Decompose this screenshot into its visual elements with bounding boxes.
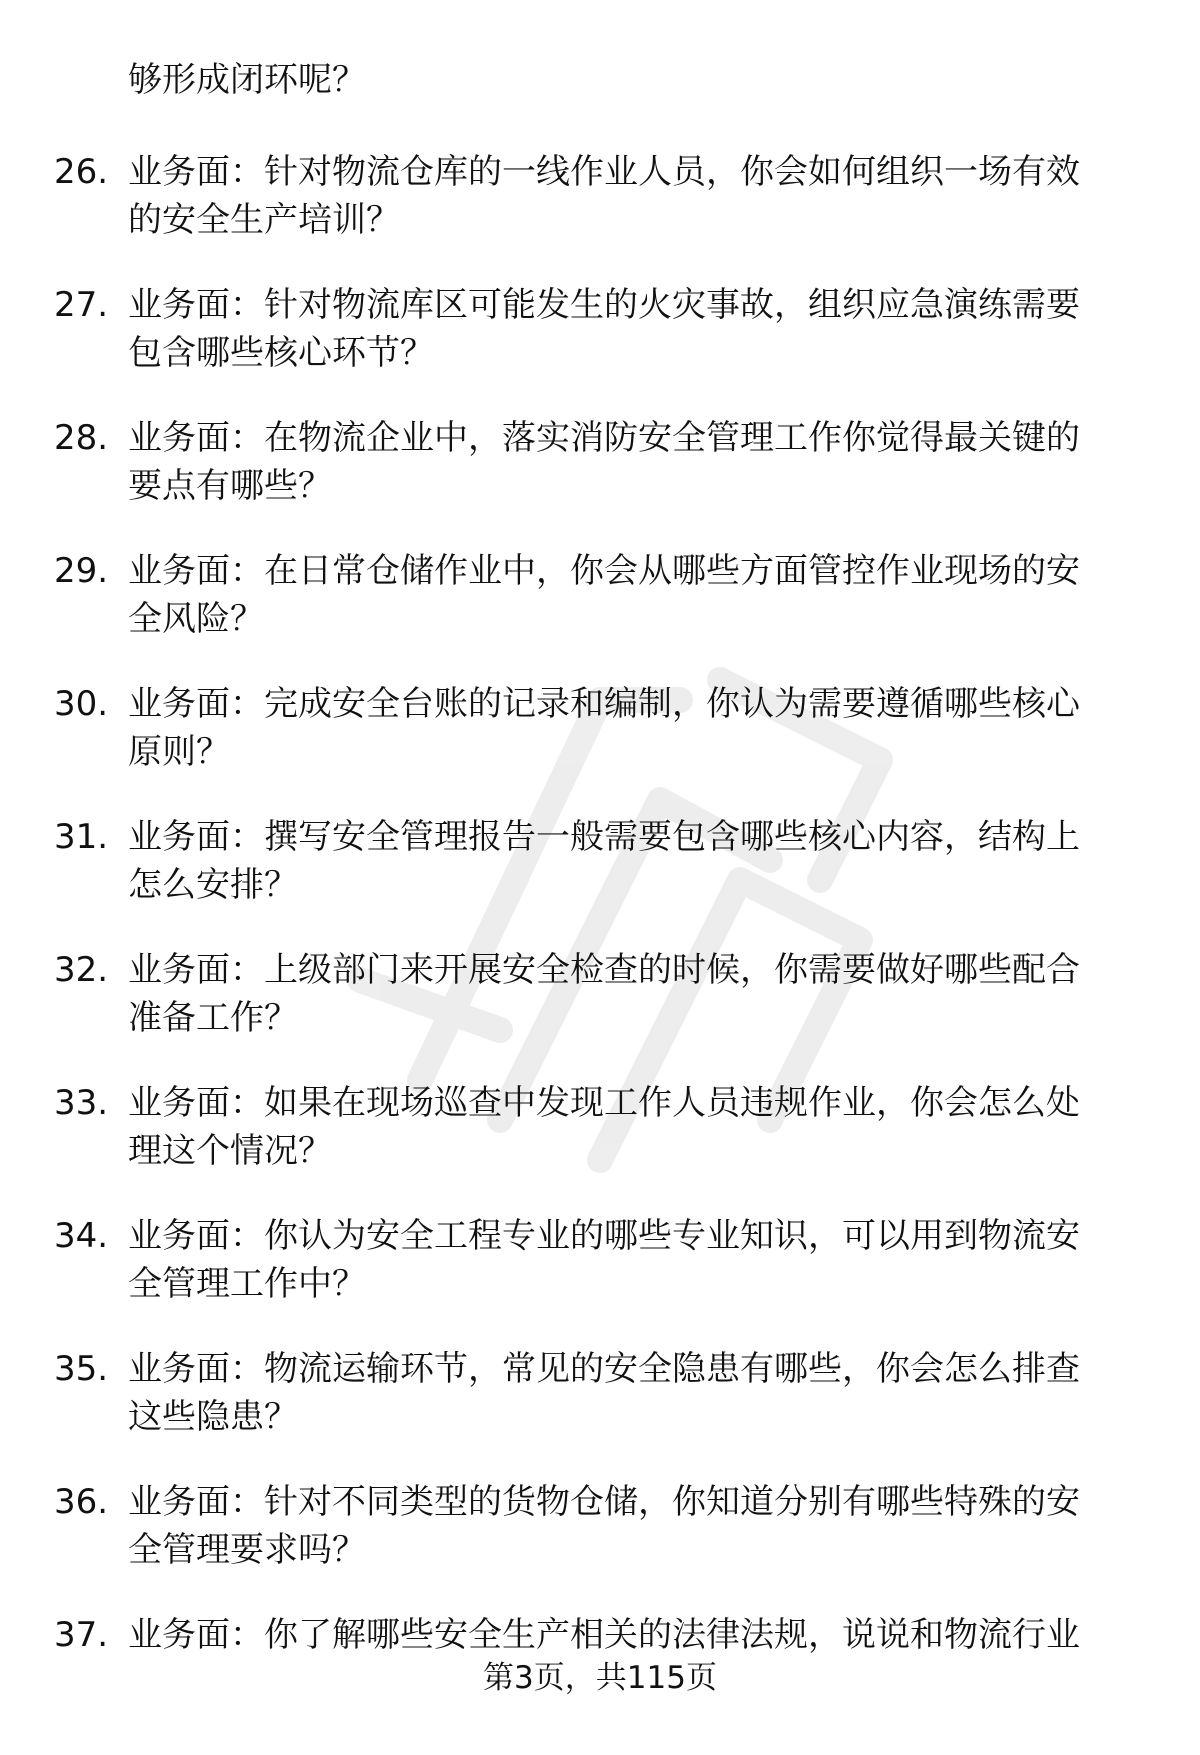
question-line: 全管理工作中？ [128, 1264, 366, 1304]
question-text [128, 414, 1148, 510]
continued-question-text: 够形成闭环呢？ [128, 60, 366, 100]
question-line: 要点有哪些？ [128, 466, 332, 506]
list-item [0, 414, 1200, 547]
list-item [0, 1079, 1200, 1212]
list-item [0, 1345, 1200, 1478]
question-line: 业务面：针对物流仓库的一线作业人员，你会如何组织一场有效 [128, 152, 1080, 192]
question-text [128, 680, 1148, 776]
list-item [0, 680, 1200, 813]
question-line: 全管理要求吗？ [128, 1530, 366, 1570]
question-number: 33. [54, 1083, 109, 1123]
question-number: 36. [54, 1482, 109, 1522]
question-number: 27. [54, 285, 109, 325]
question-line: 全风险？ [128, 599, 264, 639]
question-line: 业务面：上级部门来开展安全检查的时候，你需要做好哪些配合 [128, 950, 1080, 990]
question-line: 业务面：在物流企业中，落实消防安全管理工作你觉得最关键的 [128, 418, 1080, 458]
question-line: 业务面：你了解哪些安全生产相关的法律法规，说说和物流行业 [128, 1615, 1080, 1655]
list-item [0, 1212, 1200, 1345]
question-line: 业务面：你认为安全工程专业的哪些专业知识，可以用到物流安 [128, 1216, 1080, 1256]
question-line: 业务面：完成安全台账的记录和编制，你认为需要遵循哪些核心 [128, 684, 1080, 724]
question-text [128, 946, 1148, 1042]
question-text [128, 281, 1148, 377]
question-number: 31. [54, 817, 109, 857]
question-line: 原则？ [128, 732, 230, 772]
list-item [0, 813, 1200, 946]
question-text [128, 148, 1148, 244]
question-number: 30. [54, 684, 109, 724]
question-line: 的安全生产培训？ [128, 200, 400, 240]
question-number: 37. [54, 1615, 109, 1655]
list-item [0, 148, 1200, 281]
question-text [128, 1478, 1148, 1574]
list-item [0, 281, 1200, 414]
question-line: 业务面：在日常仓储作业中，你会从哪些方面管控作业现场的安 [128, 551, 1080, 591]
question-line: 业务面：如果在现场巡查中发现工作人员违规作业，你会怎么处 [128, 1083, 1080, 1123]
question-number: 26. [54, 152, 109, 192]
question-text [128, 1212, 1148, 1308]
question-text [128, 1079, 1148, 1175]
question-line: 理这个情况？ [128, 1131, 332, 1171]
question-number: 35. [54, 1349, 109, 1389]
question-number: 29. [54, 551, 109, 591]
question-line: 这些隐患？ [128, 1397, 298, 1437]
question-line: 业务面：针对物流库区可能发生的火灾事故，组织应急演练需要 [128, 285, 1080, 325]
page-indicator: 第3页，共115页 [483, 1660, 717, 1696]
question-number: 28. [54, 418, 109, 458]
list-item [0, 1478, 1200, 1611]
question-line: 怎么安排？ [128, 865, 298, 905]
question-text [128, 1611, 1148, 1659]
list-item [0, 547, 1200, 680]
question-line: 准备工作？ [128, 998, 298, 1038]
question-line: 业务面：针对不同类型的货物仓储，你知道分别有哪些特殊的安 [128, 1482, 1080, 1522]
question-text [128, 813, 1148, 909]
question-list [0, 148, 1200, 1744]
question-line: 包含哪些核心环节？ [128, 333, 434, 373]
question-line: 业务面：撰写安全管理报告一般需要包含哪些核心内容，结构上 [128, 817, 1080, 857]
question-text [128, 547, 1148, 643]
list-item [0, 946, 1200, 1079]
question-text [128, 1345, 1148, 1441]
question-line: 业务面：物流运输环节，常见的安全隐患有哪些，你会怎么排查 [128, 1349, 1080, 1389]
question-number: 32. [54, 950, 109, 990]
question-number: 34. [54, 1216, 109, 1256]
